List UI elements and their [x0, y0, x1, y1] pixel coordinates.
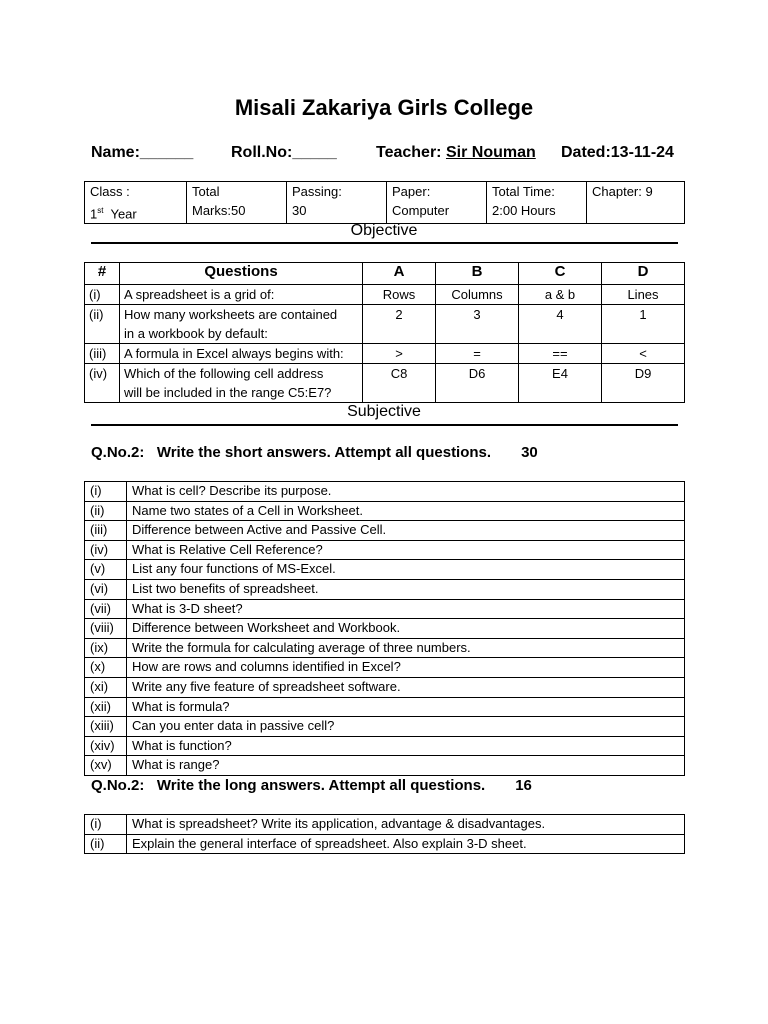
paper-details-table	[84, 181, 685, 224]
chapter-label: Chapter: 9	[592, 184, 653, 199]
long-questions-table	[84, 814, 685, 854]
total-value: Marks:50	[192, 203, 246, 218]
table-row	[85, 482, 685, 502]
question-num: (iii)	[85, 344, 120, 364]
class-num: 1	[90, 206, 98, 222]
option-c: a & b	[519, 285, 602, 305]
option-b: D6	[436, 364, 519, 403]
total-marks-cell	[187, 182, 287, 224]
class-year: Year	[110, 206, 137, 222]
question-num: (iv)	[85, 540, 127, 560]
class-sup: st	[97, 206, 104, 215]
table-row	[85, 756, 685, 776]
objective-table	[84, 262, 685, 403]
question-line: How many worksheets are contained	[124, 307, 338, 322]
question-line: A formula in Excel always begins with:	[124, 346, 344, 361]
option-c: E4	[519, 364, 602, 403]
question-text: What is spreadsheet? Write its application, advantage & disadvantages.	[127, 815, 685, 835]
long-questions-heading	[91, 777, 532, 794]
question-num: (ii)	[85, 305, 120, 344]
question-line: in a workbook by default:	[124, 326, 268, 341]
short-questions-marks: 30	[521, 444, 538, 461]
question-num: (i)	[85, 482, 127, 502]
question-num: (ix)	[85, 638, 127, 658]
time-value: 2:00 Hours	[492, 203, 556, 218]
table-row	[85, 501, 685, 521]
question-text: What is function?	[127, 736, 685, 756]
question-num: (ii)	[85, 501, 127, 521]
question-text: Difference between Active and Passive Cell.	[127, 521, 685, 541]
option-b: =	[436, 344, 519, 364]
question-text	[120, 344, 363, 364]
question-text	[120, 305, 363, 344]
table-row	[85, 560, 685, 580]
question-text: What is formula?	[127, 697, 685, 717]
question-num: (vi)	[85, 579, 127, 599]
subjective-heading: Subjective	[347, 403, 421, 420]
question-line: Which of the following cell address	[124, 366, 324, 381]
option-b: Columns	[436, 285, 519, 305]
table-row	[85, 540, 685, 560]
time-label: Total Time:	[492, 184, 555, 199]
objective-heading: Objective	[350, 222, 418, 239]
table-row	[85, 364, 685, 403]
question-line: A spreadsheet is a grid of:	[124, 287, 275, 302]
option-a: Rows	[363, 285, 436, 305]
table-row	[85, 579, 685, 599]
question-text: Difference between Worksheet and Workbook.	[127, 619, 685, 639]
teacher-name: Sir Nouman	[445, 144, 536, 161]
table-row	[85, 344, 685, 364]
table-row	[85, 697, 685, 717]
question-num: (xi)	[85, 677, 127, 697]
col-header-d: D	[602, 263, 685, 285]
time-cell	[487, 182, 587, 224]
table-row	[85, 658, 685, 678]
question-text: What is Relative Cell Reference?	[127, 540, 685, 560]
question-num: (iii)	[85, 521, 127, 541]
col-header-c: C	[519, 263, 602, 285]
question-num: (vii)	[85, 599, 127, 619]
page-title: Misali Zakariya Girls College	[234, 95, 534, 120]
table-row	[85, 677, 685, 697]
option-a: 2	[363, 305, 436, 344]
question-num: (xiii)	[85, 717, 127, 737]
question-text: Name two states of a Cell in Worksheet.	[127, 501, 685, 521]
question-line: will be included in the range C5:E7?	[124, 385, 332, 400]
paper-cell	[387, 182, 487, 224]
option-c: 4	[519, 305, 602, 344]
option-b: 3	[436, 305, 519, 344]
passing-cell	[287, 182, 387, 224]
question-text: What is 3-D sheet?	[127, 599, 685, 619]
objective-divider	[91, 242, 678, 244]
short-questions-title: Q.No.2: Write the short answers. Attempt all questions.	[91, 444, 492, 461]
table-row	[85, 599, 685, 619]
table-row	[85, 736, 685, 756]
option-a: C8	[363, 364, 436, 403]
option-d: D9	[602, 364, 685, 403]
table-row	[85, 285, 685, 305]
question-text: Explain the general interface of spreadsheet. Also explain 3-D sheet.	[127, 834, 685, 854]
question-text: Write any five feature of spreadsheet software.	[127, 677, 685, 697]
name-label: Name:______	[91, 144, 194, 161]
table-row	[85, 815, 685, 835]
question-text: List any four functions of MS-Excel.	[127, 560, 685, 580]
col-header-a: A	[363, 263, 436, 285]
option-c: ==	[519, 344, 602, 364]
col-header-b: B	[436, 263, 519, 285]
chapter-cell	[587, 182, 685, 224]
class-cell	[85, 182, 187, 224]
short-questions-table	[84, 481, 685, 776]
question-num: (i)	[85, 285, 120, 305]
question-num: (xiv)	[85, 736, 127, 756]
objective-header-row	[85, 263, 685, 285]
question-text: List two benefits of spreadsheet.	[127, 579, 685, 599]
short-questions-body	[85, 482, 685, 776]
paper-details-row	[85, 182, 685, 224]
question-text: Write the formula for calculating average of three numbers.	[127, 638, 685, 658]
teacher-label: Teacher:	[376, 144, 442, 161]
question-num: (x)	[85, 658, 127, 678]
passing-value: 30	[292, 203, 307, 218]
option-d: Lines	[602, 285, 685, 305]
question-num: (i)	[85, 815, 127, 835]
long-questions-marks: 16	[515, 777, 532, 794]
question-num: (viii)	[85, 619, 127, 639]
table-row	[85, 619, 685, 639]
teacher-field	[376, 144, 536, 162]
question-text: What is range?	[127, 756, 685, 776]
long-questions-body	[85, 815, 685, 854]
question-text: Can you enter data in passive cell?	[127, 717, 685, 737]
option-d: <	[602, 344, 685, 364]
col-header-questions: Questions	[120, 263, 363, 285]
question-num: (xii)	[85, 697, 127, 717]
short-questions-heading	[91, 444, 538, 461]
paper-label: Paper:	[392, 184, 431, 199]
roll-label: Roll.No:_____	[231, 144, 337, 161]
question-num: (v)	[85, 560, 127, 580]
option-a: >	[363, 344, 436, 364]
table-row	[85, 834, 685, 854]
question-num: (iv)	[85, 364, 120, 403]
question-text: What is cell? Describe its purpose.	[127, 482, 685, 502]
question-num: (ii)	[85, 834, 127, 854]
subjective-divider	[91, 424, 678, 426]
table-row	[85, 305, 685, 344]
table-row	[85, 521, 685, 541]
passing-label: Passing:	[292, 184, 342, 199]
table-row	[85, 638, 685, 658]
question-text	[120, 285, 363, 305]
long-questions-title: Q.No.2: Write the long answers. Attempt all questions.	[91, 777, 486, 794]
total-label: Total	[192, 184, 220, 199]
col-header-num: #	[85, 263, 120, 285]
question-text: How are rows and columns identified in Excel?	[127, 658, 685, 678]
class-label: Class :	[90, 184, 130, 199]
table-row	[85, 717, 685, 737]
paper-value: Computer	[392, 203, 450, 218]
question-num: (xv)	[85, 756, 127, 776]
date-label: Dated:13-11-24	[561, 144, 674, 161]
question-text	[120, 364, 363, 403]
option-d: 1	[602, 305, 685, 344]
